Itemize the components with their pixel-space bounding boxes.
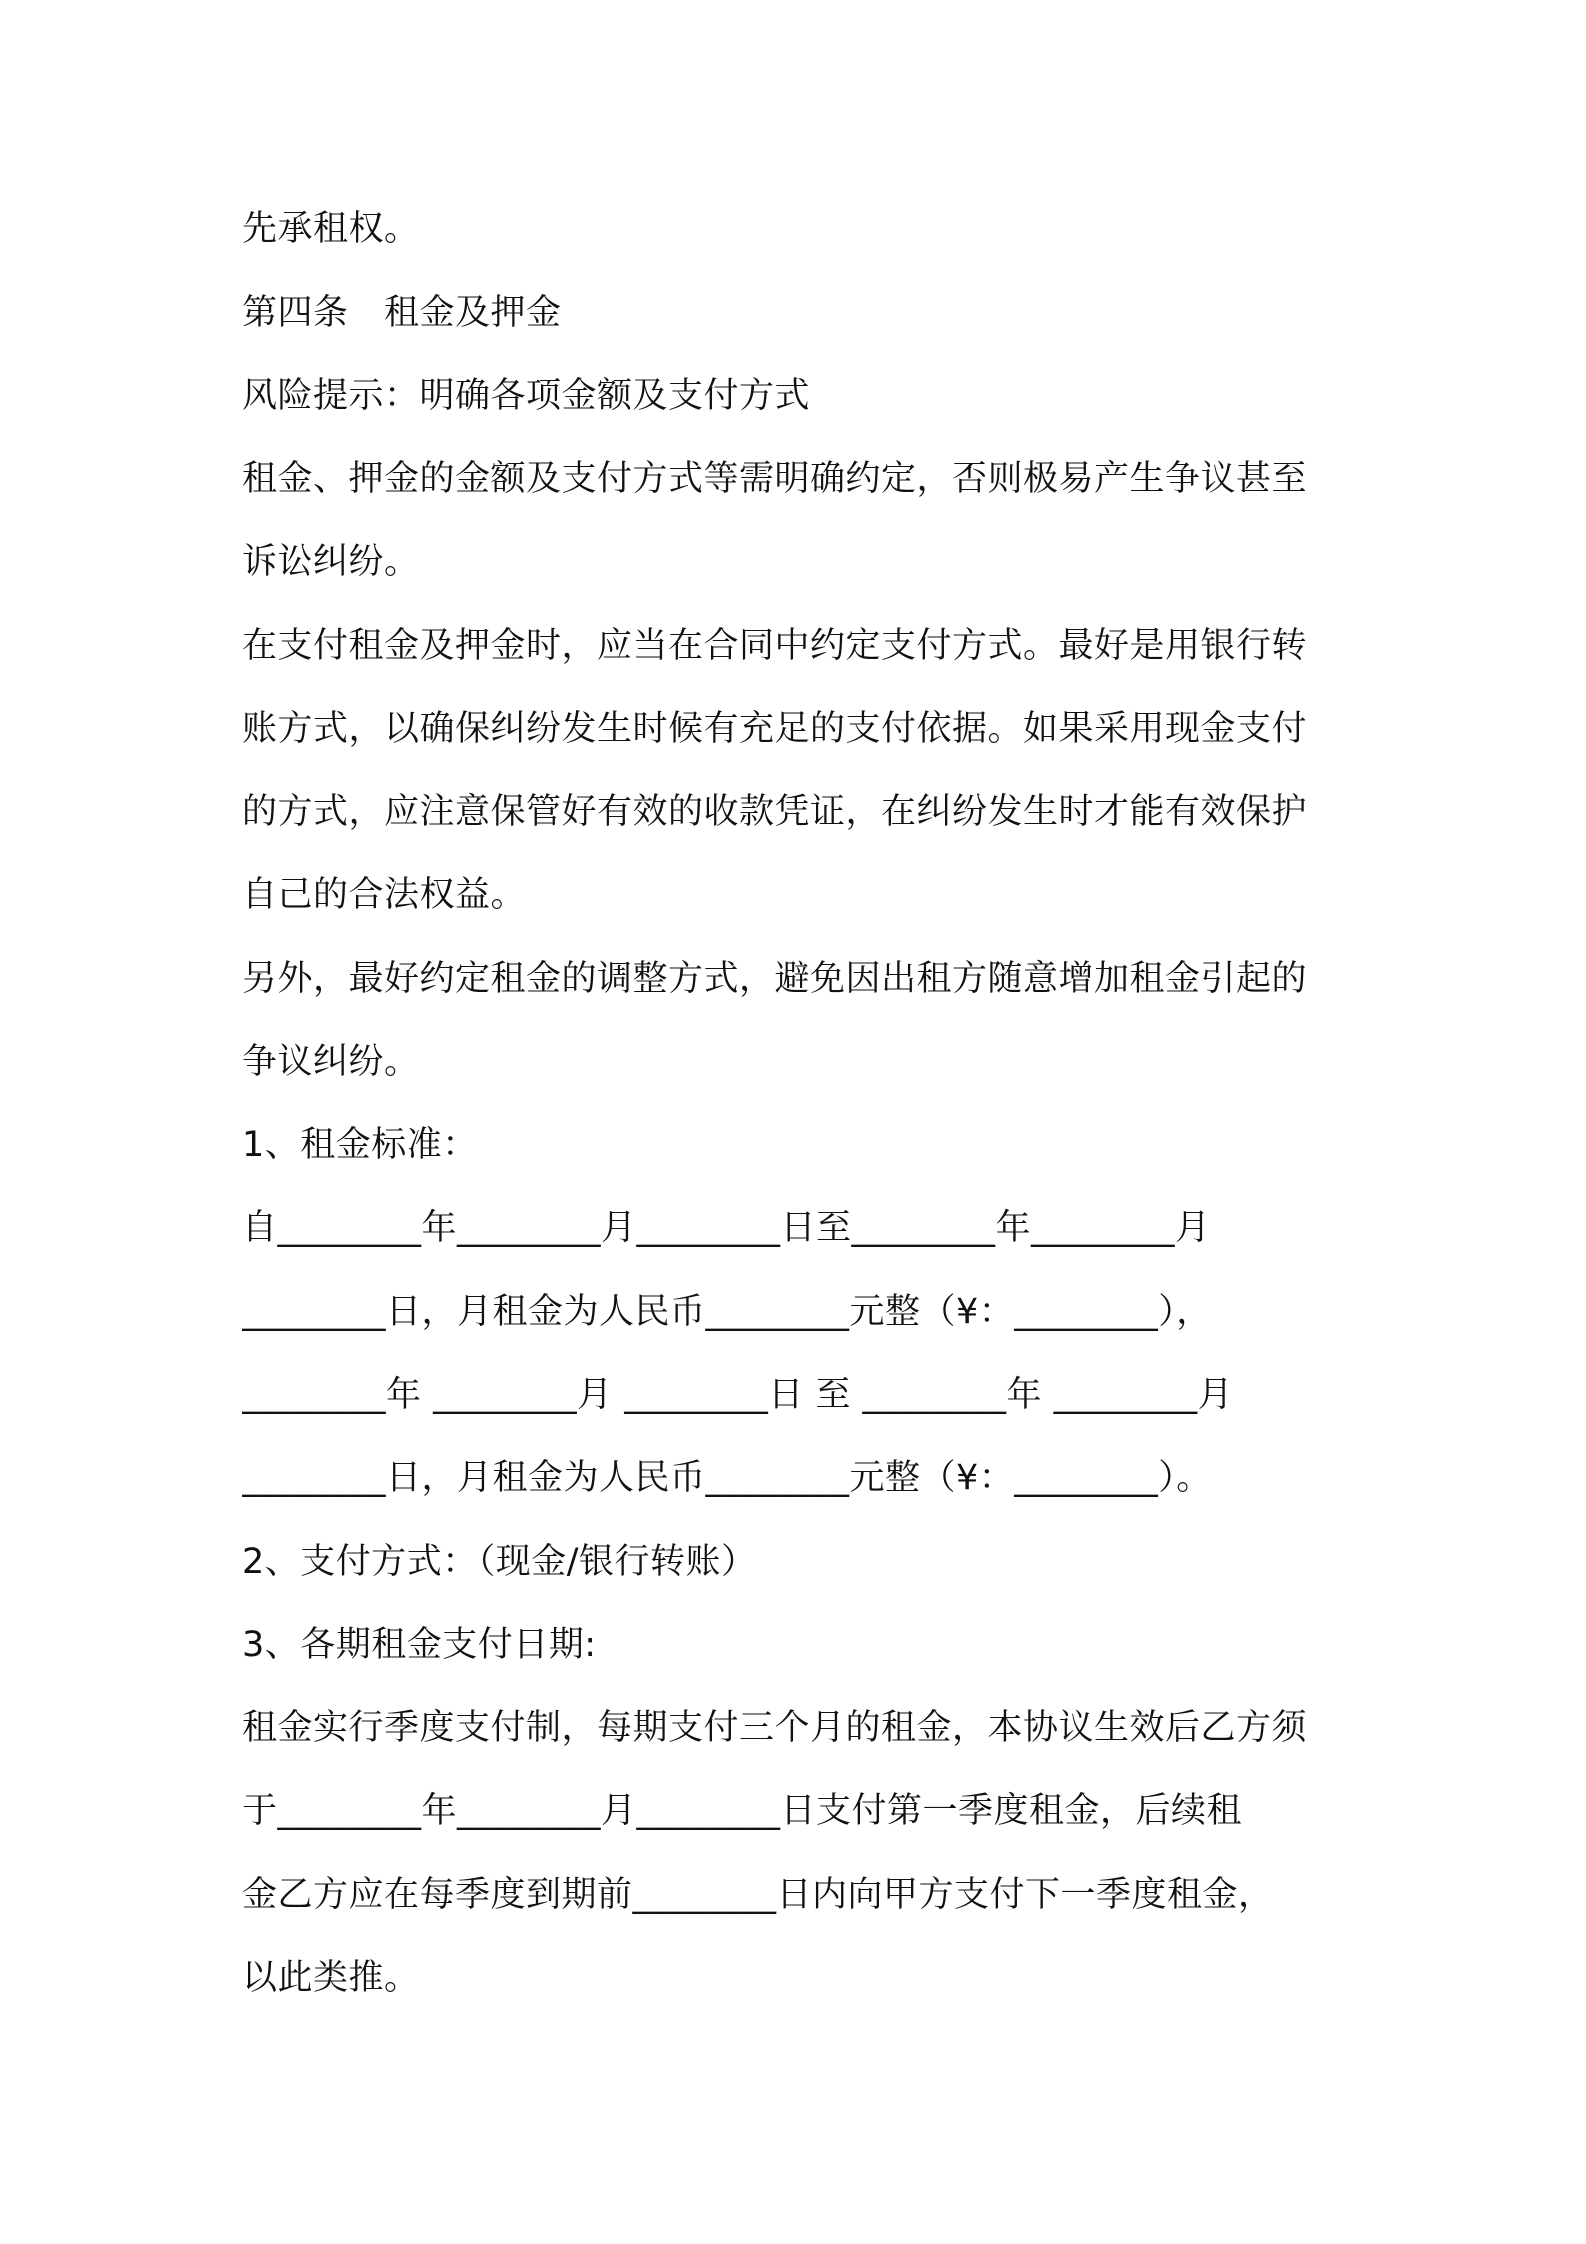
text-line: 在支付租金及押金时，应当在合同中约定支付方式。最好是用银行转	[242, 626, 1308, 666]
text-line: 先承租权。	[242, 209, 420, 249]
risk-tip: 风险提示：明确各项金额及支付方式	[242, 376, 811, 416]
text-line: 诉讼纠纷。	[242, 542, 420, 582]
text-line: 账方式，以确保纠纷发生时候有充足的支付依据。如果采用现金支付	[242, 709, 1308, 749]
form-line: ________日，月租金为人民币________元整（¥：________），	[242, 1292, 1212, 1332]
text-line: 的方式，应注意保管好有效的收款凭证，在纠纷发生时才能有效保护	[242, 792, 1308, 832]
form-line: 金乙方应在每季度到期前________日内向甲方支付下一季度租金，	[242, 1875, 1274, 1915]
text-line: 以此类推。	[242, 1958, 420, 1998]
section-heading: 1、租金标准：	[242, 1125, 478, 1165]
form-line: ________日，月租金为人民币________元整（¥：________）。	[242, 1458, 1212, 1498]
section-heading: 2、支付方式：（现金/银行转账）	[242, 1542, 757, 1582]
form-line: ________年 ________月 ________日 至 ________年 ________月	[242, 1375, 1234, 1415]
text-line: 另外，最好约定租金的调整方式，避免因出租方随意增加租金引起的	[242, 959, 1308, 999]
form-line: 自________年________月________日至________年________月	[242, 1208, 1211, 1248]
form-line: 于________年________月________日支付第一季度租金，后续租	[242, 1791, 1243, 1831]
text-line: 租金实行季度支付制，每期支付三个月的租金，本协议生效后乙方须	[242, 1708, 1308, 1748]
section-heading: 3、各期租金支付日期:	[242, 1625, 597, 1665]
text-line: 租金、押金的金额及支付方式等需明确约定，否则极易产生争议甚至	[242, 459, 1308, 499]
article-heading: 第四条 租金及押金	[242, 293, 562, 333]
text-line: 争议纠纷。	[242, 1042, 420, 1082]
text-line: 自己的合法权益。	[242, 875, 527, 915]
